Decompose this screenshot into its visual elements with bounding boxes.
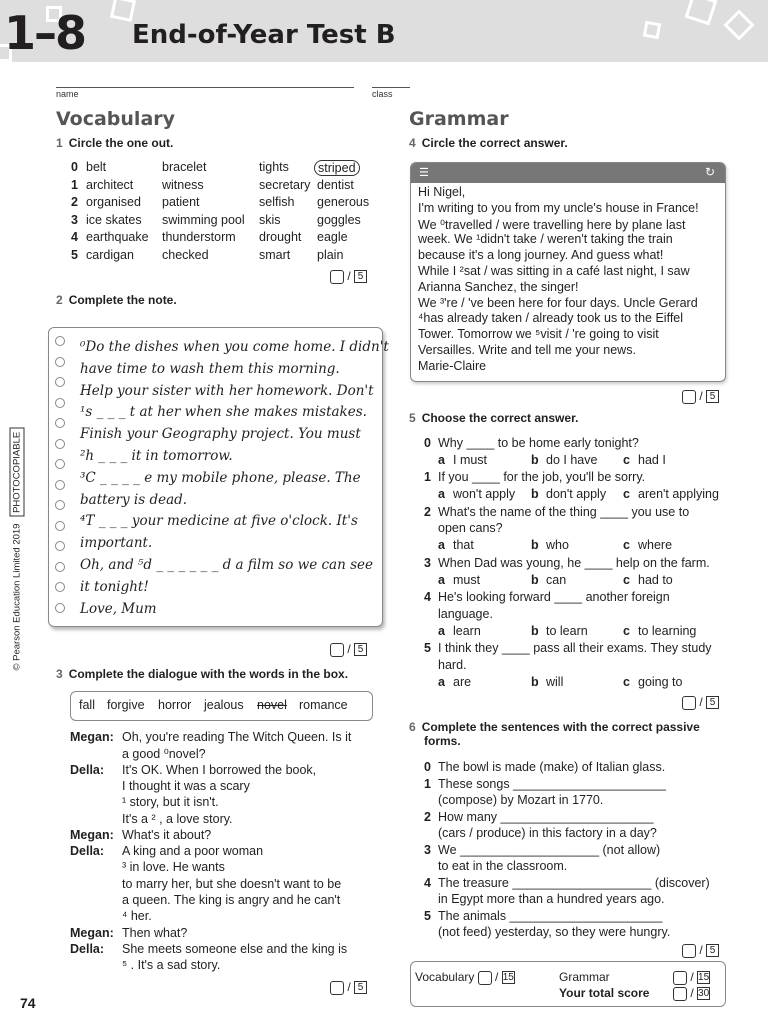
page-number: 74 <box>20 995 36 1011</box>
speaker-name: Megan: <box>70 827 114 842</box>
vocabulary-heading: Vocabulary <box>56 108 176 130</box>
binder-hole <box>55 439 65 449</box>
q5-option-b[interactable]: will <box>546 674 564 689</box>
q1-word[interactable]: patient <box>162 195 200 209</box>
q2-instruction: 2 Complete the note. <box>56 293 177 307</box>
note-line: important. <box>80 535 153 552</box>
q6-line: (cars / produce) in this factory in a day? <box>438 826 657 840</box>
note-line[interactable]: ⁴T _ _ _ your medicine at five o'clock. It's <box>80 513 358 530</box>
q5-option-b[interactable]: who <box>546 538 569 553</box>
box-word: novel <box>257 698 287 712</box>
q5-question: Why ____ to be home early tonight? <box>438 436 639 450</box>
email-line: Versailles. Write and tell me your news. <box>418 343 636 357</box>
q5-option-letter[interactable]: a <box>438 572 445 587</box>
q1-row-number: 0 <box>71 160 78 174</box>
q6-score[interactable]: / 5 <box>682 943 719 958</box>
email-window <box>410 162 726 382</box>
q5-option-letter[interactable]: b <box>531 572 539 587</box>
note-line[interactable]: ²h _ _ _ it in tomorrow. <box>80 448 233 464</box>
note-line[interactable]: ¹s _ _ _ t at her when she makes mistakes. <box>80 404 367 421</box>
q6-instruction: 6 Complete the sentences with the correct passive forms. <box>409 720 700 748</box>
binder-hole <box>55 603 65 613</box>
binder-hole <box>55 357 65 367</box>
q3-score[interactable]: / 5 <box>330 980 367 995</box>
q6-number: 4 <box>424 875 431 890</box>
q5-option-letter[interactable]: c <box>623 623 630 638</box>
q1-word[interactable]: belt <box>86 160 107 174</box>
q6-line: (compose) by Mozart in 1770. <box>438 793 604 807</box>
speaker-name: Megan: <box>70 925 114 940</box>
q6-number: 2 <box>424 809 431 824</box>
q5-option-letter[interactable]: c <box>623 538 630 553</box>
dialogue-line: It's OK. When I borrowed the book, <box>122 762 317 777</box>
q5-number: 5 <box>424 641 431 656</box>
q2-score[interactable]: / 5 <box>330 642 367 657</box>
dialogue-line: to marry her, but she doesn't want to be <box>122 876 342 891</box>
q4-score[interactable]: / 5 <box>682 389 719 404</box>
q5-option-letter[interactable]: c <box>623 572 630 587</box>
copyright-text: © Pearson Education Limited 2019 <box>11 523 23 671</box>
email-line[interactable]: week. We ¹didn't take / weren't taking the train <box>418 232 673 247</box>
email-line: Marie-Claire <box>418 358 487 373</box>
box-word: romance <box>299 698 348 712</box>
q1-word[interactable]: swimming pool <box>162 212 245 227</box>
q5-option-a[interactable]: are <box>453 674 472 689</box>
binder-hole <box>55 418 65 428</box>
binder-hole <box>55 541 65 551</box>
q1-word[interactable]: smart <box>259 247 291 262</box>
q1-row-number: 3 <box>71 212 78 227</box>
vocab-total[interactable]: Vocabulary / 15 <box>415 970 514 984</box>
note-line[interactable]: ⁰Do the dishes when you come home. I didn't <box>80 339 389 355</box>
q1-row-number: 1 <box>71 177 78 192</box>
q5-question: hard. <box>438 657 467 672</box>
q5-question: If you ____ for the job, you'll be sorry. <box>438 470 646 485</box>
q5-option-c[interactable]: where <box>638 538 673 553</box>
q1-word[interactable]: drought <box>259 230 302 244</box>
email-line: Hi Nigel, <box>418 185 466 199</box>
q5-number: 2 <box>424 504 431 519</box>
q6-line[interactable]: The animals ______________________ <box>438 908 663 923</box>
speaker-name: Della: <box>70 762 105 777</box>
speaker-name: Della: <box>70 941 105 956</box>
dialogue-line: Then what? <box>122 925 188 940</box>
dialogue-line: A king and a poor woman <box>122 844 264 859</box>
q5-option-a[interactable]: must <box>453 572 481 587</box>
q6-number: 0 <box>424 760 431 774</box>
q6-number: 1 <box>424 776 431 791</box>
q5-option-a[interactable]: learn <box>453 623 481 638</box>
dialogue-line[interactable]: ⁵ . It's a sad story. <box>122 958 221 973</box>
q1-score[interactable]: / 5 <box>330 269 367 284</box>
note-line[interactable]: Oh, and ⁵d _ _ _ _ _ _ d a film so we can see <box>80 557 373 573</box>
q6-line[interactable]: These songs ______________________ <box>438 776 666 791</box>
email-line[interactable]: Arianna Sanchez, the singer! <box>418 279 579 294</box>
email-line[interactable]: We ⁰travelled / were travelling here by plane last <box>418 217 686 232</box>
q5-option-letter[interactable]: b <box>531 674 539 689</box>
q1-word[interactable]: dentist <box>317 177 354 192</box>
q5-question: When Dad was young, he ____ help on the farm. <box>438 555 710 570</box>
box-word: forgive <box>107 698 145 712</box>
q1-word[interactable]: earthquake <box>86 230 149 244</box>
total-score-label: Your total score <box>559 986 650 1000</box>
note-line: battery is dead. <box>80 491 188 508</box>
note-line[interactable]: ³C _ _ _ _ e my mobile phone, please. The <box>80 469 361 486</box>
box-word: jealous <box>204 698 244 712</box>
q5-number: 3 <box>424 555 431 570</box>
q1-word[interactable]: skis <box>259 212 281 227</box>
note-line: it tonight! <box>80 578 149 595</box>
grammar-heading: Grammar <box>409 108 509 130</box>
menu-icon[interactable]: ☰ <box>419 167 429 179</box>
q5-option-b[interactable]: don't apply <box>546 487 607 502</box>
dialogue-line[interactable]: It's a ² , a love story. <box>122 811 233 826</box>
q6-line: to eat in the classroom. <box>438 859 568 873</box>
binder-hole <box>55 582 65 592</box>
q1-word[interactable]: organised <box>86 195 141 209</box>
q1-row-number: 2 <box>71 195 78 209</box>
q4-instruction: 4 Circle the correct answer. <box>409 136 568 150</box>
q6-number: 3 <box>424 842 431 857</box>
q1-word[interactable]: goggles <box>317 212 361 227</box>
note-line: have time to wash them this morning. <box>80 360 340 377</box>
q5-option-letter[interactable]: b <box>531 538 539 553</box>
q1-word[interactable]: bracelet <box>162 160 207 174</box>
q5-question: I think they ____ pass all their exams. They study <box>438 641 712 656</box>
binder-hole <box>55 521 65 531</box>
dialogue-line: Oh, you're reading The Witch Queen. Is it <box>122 730 352 744</box>
q5-question: language. <box>438 606 493 621</box>
q5-question: What's the name of the thing ____ you use to <box>438 504 690 519</box>
binder-hole <box>55 562 65 572</box>
page-title: End-of-Year Test B <box>132 20 396 50</box>
dialogue-line[interactable]: ³ in love. He wants <box>122 860 225 875</box>
note-line: Love, Mum <box>80 600 157 617</box>
q1-word[interactable]: tights <box>259 160 289 174</box>
binder-hole <box>55 336 65 346</box>
q5-option-letter[interactable]: b <box>531 623 539 638</box>
q5-option-letter[interactable]: a <box>438 452 445 467</box>
total-score-value[interactable]: / 30 <box>673 986 710 1001</box>
q1-word[interactable]: eagle <box>317 230 348 244</box>
q1-word[interactable]: secretary <box>259 177 311 192</box>
q5-option-c[interactable]: aren't applying <box>638 487 719 502</box>
total-score-box <box>410 961 726 1007</box>
q6-line[interactable]: We ____________________ (not allow) <box>438 842 661 857</box>
q5-option-letter[interactable]: b <box>531 452 539 467</box>
refresh-icon[interactable]: ↻ <box>704 165 715 179</box>
dialogue-line: I thought it was a scary <box>122 778 250 793</box>
q1-word[interactable]: checked <box>162 247 209 262</box>
q1-row-number: 4 <box>71 230 78 244</box>
q5-option-c[interactable]: going to <box>638 674 683 689</box>
q5-option-letter[interactable]: a <box>438 623 445 638</box>
dialogue-line: a queen. The king is angry and he can't <box>122 893 341 907</box>
binder-hole <box>55 459 65 469</box>
q6-line[interactable]: The treasure ____________________ (discover) <box>438 875 710 890</box>
name-label: name <box>56 89 79 99</box>
q5-question: open cans? <box>438 521 503 536</box>
q5-option-letter[interactable]: a <box>438 487 445 502</box>
speaker-name: Della: <box>70 844 105 859</box>
photocopiable-badge: PHOTOCOPIABLE <box>10 428 25 517</box>
email-line[interactable]: While I ²sat / was sitting in a café last night, I saw <box>418 264 690 278</box>
q5-option-letter[interactable]: b <box>531 487 539 502</box>
grammar-total-box[interactable]: / 15 <box>673 970 710 985</box>
q1-row-number: 5 <box>71 247 78 262</box>
q5-option-letter[interactable]: c <box>623 674 630 689</box>
dialogue-line: a good ⁰novel? <box>122 747 206 762</box>
q5-option-letter[interactable]: a <box>438 674 445 689</box>
q5-option-c[interactable]: to learning <box>638 623 697 638</box>
box-word: fall <box>79 698 95 712</box>
note-line: Help your sister with her homework. Don't <box>80 382 374 399</box>
email-line: I'm writing to you from my uncle's house in France! <box>418 200 699 215</box>
q6-line[interactable]: How many ______________________ <box>438 809 654 824</box>
dialogue-line[interactable]: ¹ story, but it isn't. <box>122 795 219 810</box>
q6-line: in Egypt more than a hundred years ago. <box>438 892 665 906</box>
side-copyright <box>4 400 26 670</box>
q5-option-b[interactable]: do I have <box>546 452 598 467</box>
class-label: class <box>372 89 393 99</box>
q5-option-a[interactable]: that <box>453 538 474 553</box>
binder-hole <box>55 480 65 490</box>
q5-question: He's looking forward ____ another foreign <box>438 590 670 604</box>
q5-option-a[interactable]: won't apply <box>453 487 516 502</box>
q1-word[interactable]: cardigan <box>86 247 134 262</box>
q1-word[interactable]: ice skates <box>86 212 142 227</box>
note-line: Finish your Geography project. You must <box>80 426 361 443</box>
q1-instruction: 1 Circle the one out. <box>56 136 174 150</box>
q1-word[interactable]: selfish <box>259 195 295 209</box>
grammar-total[interactable]: Grammar <box>559 970 610 984</box>
q5-number: 0 <box>424 436 431 450</box>
name-line[interactable] <box>56 87 354 88</box>
q5-instruction: 5 Choose the correct answer. <box>409 411 579 425</box>
q5-option-letter[interactable]: c <box>623 487 630 502</box>
dialogue-line: What's it about? <box>122 827 212 842</box>
q1-word[interactable]: striped <box>314 160 360 176</box>
q1-word[interactable]: witness <box>162 177 204 192</box>
binder-hole <box>55 398 65 408</box>
q1-word[interactable]: thunderstorm <box>162 230 236 244</box>
q1-word[interactable]: architect <box>86 177 134 192</box>
binder-hole <box>55 377 65 387</box>
speaker-name: Megan: <box>70 730 114 744</box>
q5-score[interactable]: / 5 <box>682 695 719 710</box>
q5-option-a[interactable]: I must <box>453 452 488 467</box>
box-word: horror <box>158 698 192 712</box>
q1-word[interactable]: generous <box>317 195 370 209</box>
class-line[interactable] <box>372 87 410 88</box>
q3-instruction: 3 Complete the dialogue with the words in the box. <box>56 667 349 681</box>
q5-option-b[interactable]: to learn <box>546 623 588 638</box>
q5-number: 4 <box>424 590 431 604</box>
q5-option-letter[interactable]: a <box>438 538 445 553</box>
q6-number: 5 <box>424 908 431 923</box>
dialogue-line: She meets someone else and the king is <box>122 941 348 956</box>
q5-number: 1 <box>424 470 431 485</box>
email-toolbar <box>411 163 725 183</box>
email-line[interactable]: ⁴has already taken / already took us to the Eiffel <box>418 311 684 326</box>
q6-line: The bowl is made (make) of Italian glass. <box>438 760 666 774</box>
email-line[interactable]: We ³'re / 've been here for four days. Uncle Gerard <box>418 295 698 310</box>
q1-word[interactable]: plain <box>317 247 344 262</box>
q5-option-c[interactable]: had to <box>638 572 673 587</box>
binder-hole <box>55 500 65 510</box>
q5-option-b[interactable]: can <box>546 572 567 587</box>
q5-option-c[interactable]: had I <box>638 452 666 467</box>
dialogue-line[interactable]: ⁴ her. <box>122 909 152 924</box>
unit-number: 1–8 <box>4 6 86 60</box>
q6-line: (not feed) yesterday, so they were hungry. <box>438 925 671 939</box>
q5-option-letter[interactable]: c <box>623 452 630 467</box>
email-line[interactable]: Tower. Tomorrow we ⁵visit / 're going to visit <box>418 327 659 342</box>
email-line[interactable]: because it's a long journey. And guess what! <box>418 248 664 263</box>
